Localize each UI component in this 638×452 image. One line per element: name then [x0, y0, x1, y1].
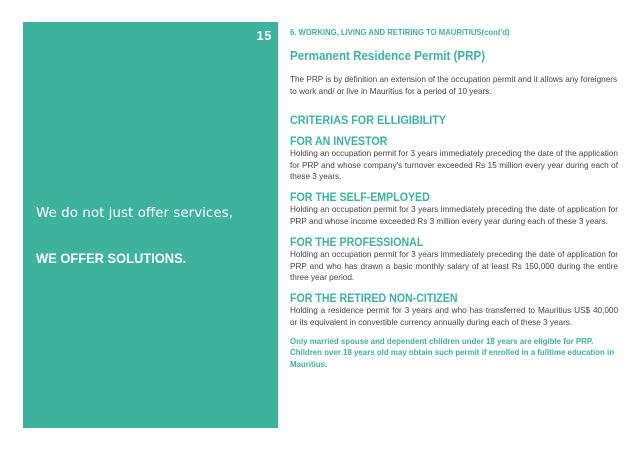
intro-paragraph: The PRP is by definition an extension of the occupation permit and it allows any foreigners to work and/ or live in Mauritius for a period of 10 years.: [290, 75, 618, 96]
section-header: 6. WORKING, LIVING AND RETIRING TO MAURITIUS(cont'd): [290, 28, 510, 37]
category-title: FOR THE PROFESSIONAL: [290, 235, 424, 250]
category-text: Holding a residence permit for 3 years and who has transferred to Mauritius US$ 40,000 or its equivalent in convertible currency annually during each of these 3 years.: [290, 306, 618, 327]
category-text: Holding an occupation permit for 3 years immediately preceding the date of application for PRP and who has drawn a basic monthly salary of at least Rs 150,000 during the entire three year period.: [290, 250, 618, 283]
tagline-strong: WE OFFER SOLUTIONS.: [36, 250, 187, 266]
criteria-heading: CRITERIAS FOR ELLIGIBILITY: [290, 113, 447, 128]
category-title: FOR AN INVESTOR: [290, 134, 388, 149]
category-title: FOR THE RETIRED NON-CITIZEN: [290, 291, 458, 306]
category-text: Holding an occupation permit for 3 years immediately preceding the date of application for PRP and whose income exceeded Rs 3 million every year during each of these 3 years.: [290, 205, 618, 226]
category-text: Holding an occupation permit for 3 years immediately preceding the date of the application for PRP and whose company's turnover exceeded Rs 15 million every year during each of these 3 years.: [290, 149, 618, 181]
category-retired-non-citizen: [290, 292, 618, 328]
page-title: Permanent Residence Permit (PRP): [290, 49, 486, 63]
category-title: FOR THE SELF-EMPLOYED: [290, 190, 430, 205]
category-self-employed: [290, 191, 618, 227]
category-professional: [290, 236, 618, 283]
page-number: 15: [256, 28, 272, 43]
category-investor: [290, 135, 618, 182]
eligibility-note: Only married spouse and dependent children under 18 years are eligible for PRP. Children over 18 years old may obtain such permit if enrolled in a fulltime education in Mauritius.: [290, 337, 615, 369]
brand-panel: [23, 22, 278, 428]
tagline: We do not just offer services,: [36, 205, 233, 221]
content-column: [290, 28, 618, 370]
